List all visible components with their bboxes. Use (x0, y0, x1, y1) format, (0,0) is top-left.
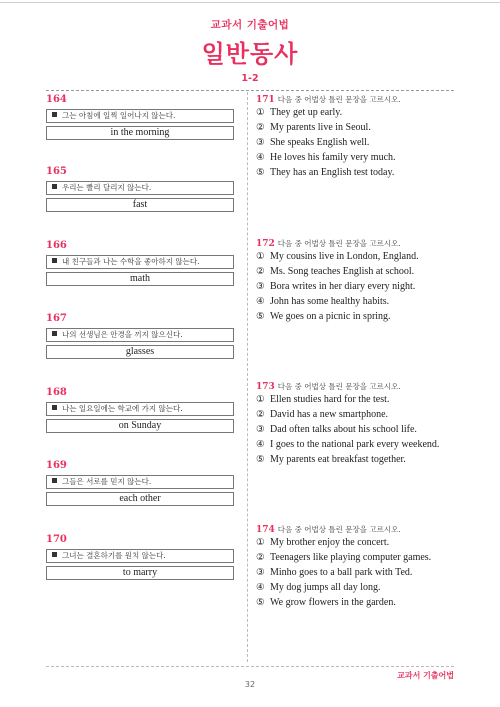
option-text: David has a new smartphone. (270, 409, 389, 420)
option-text: Ellen studies hard for the test. (270, 394, 390, 405)
option-marker: ③ (256, 424, 265, 435)
option-marker: ⑤ (256, 167, 265, 178)
option-text: They has an English test today. (270, 167, 395, 178)
option-marker: ② (256, 122, 265, 133)
question-number: 166 (46, 240, 67, 251)
question-number: 173 (256, 382, 275, 392)
answer-option (256, 137, 369, 148)
answer-option (256, 394, 389, 405)
option-marker: ③ (256, 137, 265, 148)
question-number: 164 (46, 94, 67, 105)
unit-range: 1-2 (241, 73, 259, 84)
prompt-text: 나의 선생님은 안경을 끼지 않으신다. (62, 330, 183, 339)
option-marker: ① (256, 394, 265, 405)
question-header (256, 381, 401, 392)
option-marker: ③ (256, 567, 265, 578)
prompt-text: 내 친구들과 나는 수학을 좋아하지 않는다. (62, 257, 200, 266)
option-text: John has some healthy habits. (270, 296, 390, 307)
option-text: My cousins live in London, England. (270, 251, 419, 262)
option-text: She speaks English well. (270, 137, 370, 148)
answer-box: on Sunday (46, 419, 234, 433)
question-number: 174 (256, 525, 275, 535)
option-text: My brother enjoy the concert. (270, 537, 390, 548)
option-marker: ② (256, 409, 265, 420)
page-number: 32 (244, 680, 256, 689)
option-marker: ① (256, 251, 265, 262)
answer-box: math (46, 272, 234, 286)
option-text: My dog jumps all day long. (270, 582, 381, 593)
answer-option (256, 266, 414, 277)
option-marker: ③ (256, 281, 265, 292)
option-marker: ⑤ (256, 311, 265, 322)
bullet-square-icon (52, 552, 57, 557)
answer-option (256, 597, 396, 608)
header-divider (46, 90, 454, 91)
question-number: 172 (256, 239, 275, 249)
question-number: 171 (256, 95, 275, 105)
option-text: We goes on a picnic in spring. (270, 311, 391, 322)
bullet-square-icon (52, 184, 57, 189)
answer-option (256, 439, 439, 450)
option-text: Bora writes in her diary every night. (270, 281, 416, 292)
answer-option (256, 552, 431, 563)
answer-option (256, 107, 342, 118)
bullet-square-icon (52, 331, 57, 336)
option-text: He loves his family very much. (270, 152, 396, 163)
option-text: My parents live in Seoul. (270, 122, 371, 133)
answer-option (256, 567, 412, 578)
korean-prompt (46, 255, 234, 269)
question-number: 165 (46, 166, 67, 177)
option-marker: ④ (256, 582, 265, 593)
option-marker: ⑤ (256, 597, 265, 608)
option-marker: ② (256, 266, 265, 277)
question-number: 168 (46, 387, 67, 398)
question-number: 167 (46, 313, 67, 324)
prompt-text: 나는 일요일에는 학교에 가지 않는다. (62, 404, 183, 413)
answer-option (256, 251, 419, 262)
korean-prompt (46, 181, 234, 195)
option-marker: ④ (256, 296, 265, 307)
option-text: They get up early. (270, 107, 343, 118)
option-text: We grow flowers in the garden. (270, 597, 396, 608)
answer-option (256, 167, 394, 178)
option-text: I goes to the national park every weekend. (270, 439, 440, 450)
prompt-text: 그들은 서로를 믿지 않는다. (62, 477, 152, 486)
option-text: My parents eat breakfast together. (270, 454, 406, 465)
option-text: Ms. Song teaches English at school. (270, 266, 415, 277)
korean-prompt (46, 402, 234, 416)
question-header (256, 524, 401, 535)
option-marker: ④ (256, 152, 265, 163)
option-text: Teenagers like playing computer games. (270, 552, 432, 563)
option-marker: ② (256, 552, 265, 563)
question-number: 170 (46, 534, 67, 545)
question-header (256, 94, 401, 105)
prompt-text: 우리는 빨리 달리지 않는다. (62, 183, 152, 192)
answer-box: to marry (46, 566, 234, 580)
question-instruction: 다음 중 어법상 틀린 문장을 고르시오. (277, 95, 401, 104)
korean-prompt (46, 109, 234, 123)
column-divider (247, 92, 248, 662)
question-instruction: 다음 중 어법상 틀린 문장을 고르시오. (277, 525, 401, 534)
top-rule (0, 2, 500, 3)
option-text: Dad often talks about his school life. (270, 424, 417, 435)
answer-option (256, 281, 415, 292)
page-title: 일반동사 (201, 40, 299, 68)
answer-box: each other (46, 492, 234, 506)
answer-box: glasses (46, 345, 234, 359)
question-instruction: 다음 중 어법상 틀린 문장을 고르시오. (277, 382, 401, 391)
option-text: Minho goes to a ball park with Ted. (270, 567, 413, 578)
question-number: 169 (46, 460, 67, 471)
option-marker: ④ (256, 439, 265, 450)
answer-box: fast (46, 198, 234, 212)
option-marker: ① (256, 107, 265, 118)
bullet-square-icon (52, 478, 57, 483)
prompt-text: 그는 아침에 일찍 일어나지 않는다. (62, 111, 176, 120)
bullet-square-icon (52, 258, 57, 263)
korean-prompt (46, 328, 234, 342)
answer-option (256, 582, 381, 593)
answer-option (256, 424, 417, 435)
question-header (256, 238, 401, 249)
korean-prompt (46, 475, 234, 489)
answer-option (256, 537, 389, 548)
answer-box: in the morning (46, 126, 234, 140)
korean-prompt (46, 549, 234, 563)
book-subtitle: 교과서 기출어법 (210, 19, 290, 31)
question-instruction: 다음 중 어법상 틀린 문장을 고르시오. (277, 239, 401, 248)
option-marker: ⑤ (256, 454, 265, 465)
bullet-square-icon (52, 112, 57, 117)
answer-option (256, 122, 371, 133)
answer-option (256, 311, 391, 322)
answer-option (256, 454, 406, 465)
answer-option (256, 296, 389, 307)
footer-divider (46, 666, 454, 667)
footer-brand: 교과서 기출어법 (397, 671, 454, 680)
option-marker: ① (256, 537, 265, 548)
answer-option (256, 152, 396, 163)
prompt-text: 그녀는 결혼하기를 원치 않는다. (62, 551, 166, 560)
answer-option (256, 409, 388, 420)
bullet-square-icon (52, 405, 57, 410)
